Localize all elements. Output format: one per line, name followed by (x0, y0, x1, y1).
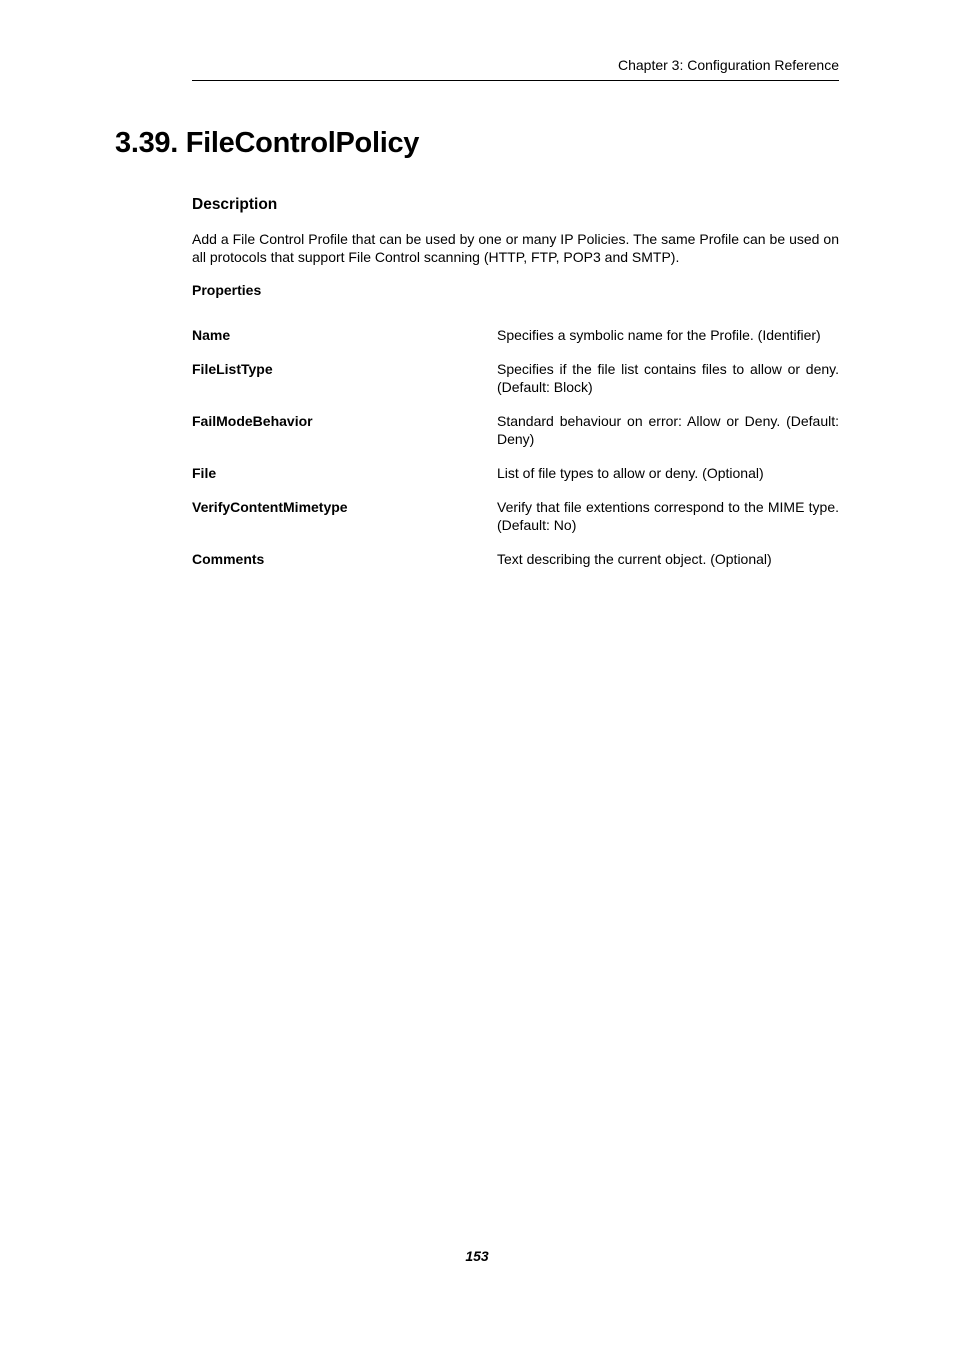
property-description: List of file types to allow or deny. (Optional) (497, 465, 764, 481)
property-description: Verify that file extentions correspond to the MIME type. (Default: No) (497, 499, 839, 533)
description-heading: Description (192, 196, 278, 213)
property-row (192, 498, 839, 534)
property-description: Specifies if the file list contains files to allow or deny. (Default: Block) (497, 361, 839, 395)
section-title: 3.39. FileControlPolicy (115, 127, 420, 159)
property-name: FileListType (192, 361, 273, 377)
properties-heading: Properties (192, 282, 262, 298)
description-text: Add a File Control Profile that can be used by one or many IP Policies. The same Profile can be used on all protocols that support File Control scanning (HTTP, FTP, POP3 and SMTP). (192, 231, 839, 265)
property-name: File (192, 465, 217, 481)
chapter-title: Chapter 3: Configuration Reference (617, 57, 839, 73)
property-description: Specifies a symbolic name for the Profile. (Identifier) (497, 327, 821, 343)
property-row (192, 412, 839, 448)
property-row (192, 464, 839, 482)
property-row (192, 326, 839, 344)
property-description: Standard behaviour on error: Allow or Deny. (Default: Deny) (497, 413, 839, 447)
property-name: Comments (192, 551, 265, 567)
property-description: Text describing the current object. (Optional) (497, 551, 772, 567)
page-number: 153 (465, 1248, 489, 1264)
property-name: FailModeBehavior (192, 413, 313, 429)
property-row (192, 360, 839, 396)
property-name: Name (192, 327, 231, 343)
property-name: VerifyContentMimetype (192, 499, 348, 515)
main-content (192, 194, 839, 584)
running-header (192, 55, 839, 81)
properties-table (192, 326, 839, 568)
property-row (192, 550, 839, 568)
